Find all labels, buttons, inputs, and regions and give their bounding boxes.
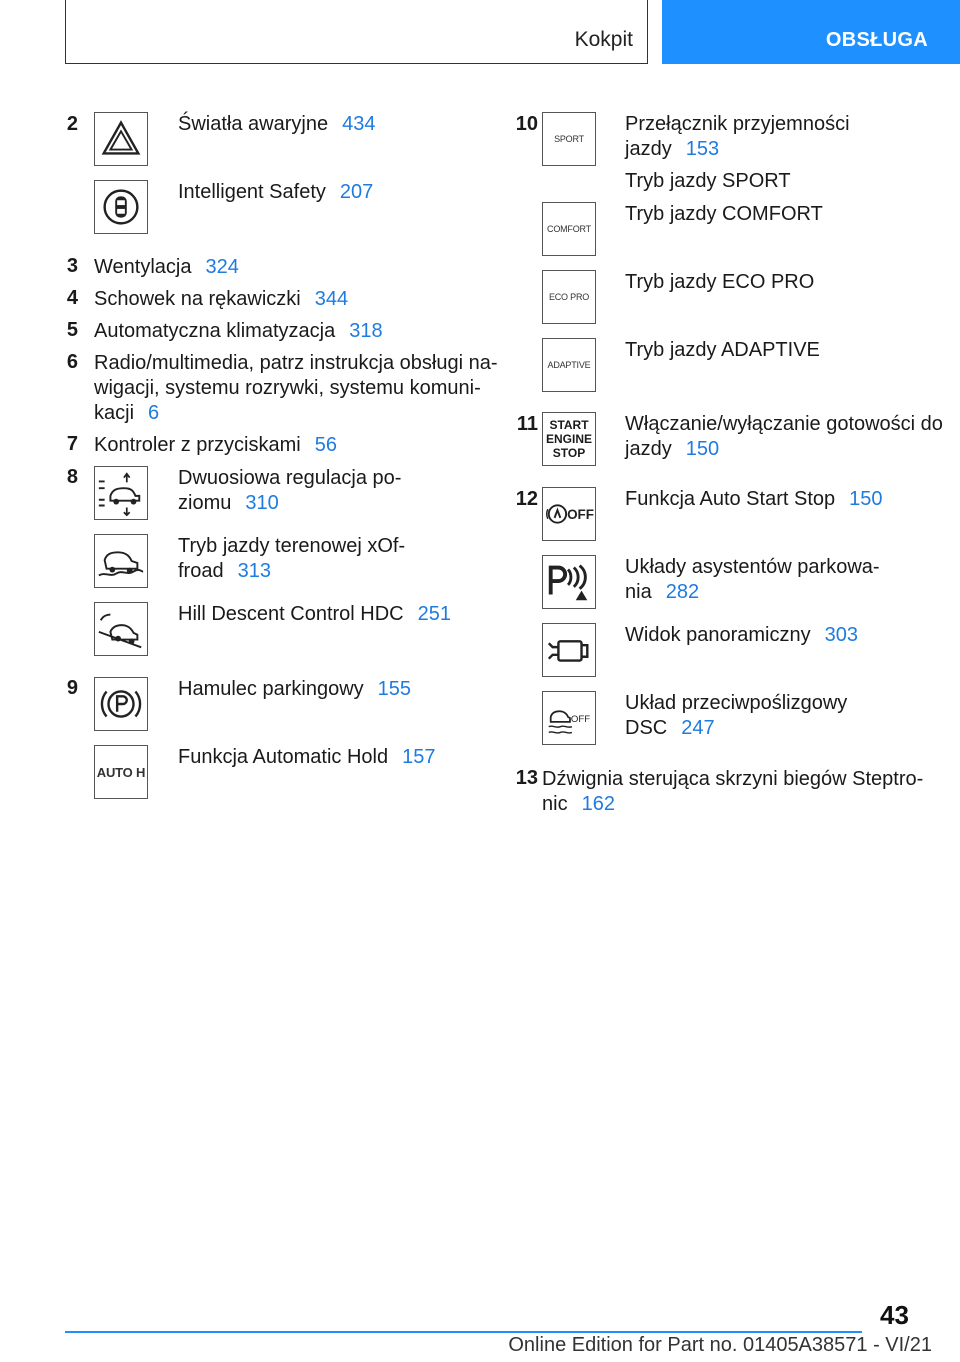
entry-drive-readiness — [625, 412, 943, 462]
item-number-3: 3 — [66, 255, 78, 277]
park-assist-icon — [542, 555, 596, 609]
page-ref-link[interactable]: 313 — [237, 560, 271, 582]
icon-text: AUTO H — [96, 764, 146, 780]
auto-hold-icon — [94, 745, 148, 799]
entry-text: Światła awaryjne — [178, 113, 329, 135]
entry-text-line: kacji — [94, 402, 135, 424]
page-ref-link[interactable]: 303 — [824, 624, 858, 646]
entry-text-line: DSC — [625, 717, 668, 739]
dsc-off-icon — [542, 691, 596, 745]
header-section-title: Kokpit — [574, 28, 633, 51]
entry-text-line: Układy asystentów parkowa- — [625, 556, 880, 578]
entry-text-line: Układ przeciwpoślizgowy — [625, 692, 848, 714]
intelligent-safety-icon — [94, 180, 148, 234]
page-ref-link[interactable]: 207 — [339, 181, 374, 203]
entry-text-line: Włączanie/wyłączanie gotowości do — [625, 413, 943, 435]
auto-start-stop-icon — [542, 487, 596, 541]
item-number-13: 13 — [515, 767, 538, 789]
entry-auto-start-stop — [625, 487, 883, 512]
entry-level-control — [178, 466, 401, 516]
entry-controller — [94, 433, 337, 458]
entry-text-line: Dwuosiowa regulacja po- — [178, 467, 402, 489]
entry-text-line: Tryb jazdy terenowej xOf- — [178, 535, 406, 557]
entry-text-line: Przełącznik przyjemności — [625, 113, 850, 135]
page-ref-link[interactable]: 150 — [849, 488, 883, 510]
icon-text: ECO PRO — [548, 292, 590, 302]
surround-view-camera-icon — [542, 623, 596, 677]
entry-park-assist — [625, 555, 880, 605]
entry-adaptive-mode: Tryb jazdy ADAPTIVE — [625, 339, 820, 361]
hill-descent-icon — [94, 602, 148, 656]
entry-text-line: jazdy — [625, 138, 672, 160]
page-ref-link[interactable]: 150 — [685, 438, 720, 460]
entry-driving-experience-switch — [625, 112, 850, 194]
item-number-4: 4 — [66, 287, 78, 309]
entry-intelligent-safety — [178, 180, 373, 205]
parking-brake-icon — [94, 677, 148, 731]
entry-auto-climate — [94, 319, 383, 344]
entry-eco-pro-mode: Tryb jazdy ECO PRO — [625, 271, 815, 293]
page-ref-link[interactable]: 344 — [314, 288, 349, 310]
entry-text-line: Tryb jazdy SPORT — [625, 170, 791, 192]
entry-auto-hold — [178, 745, 435, 770]
entry-text-line: nia — [625, 581, 652, 603]
hazard-warning-icon — [94, 112, 148, 166]
entry-text: Funkcja Automatic Hold — [178, 746, 389, 768]
sport-mode-icon — [542, 112, 596, 166]
item-number-10: 10 — [515, 113, 538, 135]
entry-text: Intelligent Safety — [178, 181, 326, 203]
icon-text: START — [549, 418, 589, 432]
entry-text: Hamulec parkingowy — [178, 678, 364, 700]
page-number: 43 — [880, 1300, 909, 1330]
page-ref-link[interactable]: 153 — [685, 138, 720, 160]
entry-hill-descent — [178, 602, 451, 627]
icon-text: SPORT — [554, 134, 584, 144]
entry-text-line: Dźwignia sterująca skrzyni biegów Steptro- — [542, 768, 924, 790]
entry-parking-brake — [178, 677, 411, 702]
footer-edition-text: Online Edition for Part no. 01405A38571 - VI/21 — [508, 1334, 932, 1356]
comfort-mode-icon — [542, 202, 596, 256]
entry-text-line: jazdy — [625, 438, 672, 460]
entry-text: Automatyczna klimatyzacja — [94, 320, 336, 342]
page-ref-link[interactable]: 162 — [581, 793, 615, 815]
entry-steptronic-selector — [542, 767, 923, 817]
adaptive-mode-icon — [542, 338, 596, 392]
entry-hazard-lights — [178, 112, 375, 137]
footer-divider — [65, 1331, 862, 1333]
icon-text: ADAPTIVE — [547, 360, 591, 370]
item-number-6: 6 — [66, 351, 78, 373]
icon-text: STOP — [552, 446, 586, 460]
icon-text: OFF — [567, 506, 595, 522]
page-ref-link[interactable]: 434 — [342, 113, 376, 135]
item-number-8: 8 — [66, 466, 78, 488]
entry-xoffroad — [178, 534, 405, 584]
page-ref-link[interactable]: 6 — [148, 402, 160, 424]
entry-text: Schowek na rękawiczki — [94, 288, 301, 310]
entry-text: Hill Descent Control HDC — [178, 603, 404, 625]
page-ref-link[interactable]: 324 — [205, 256, 239, 278]
header-section-box — [65, 0, 648, 64]
page-ref-link[interactable]: 157 — [402, 746, 436, 768]
header-chapter-tab: OBSŁUGA — [662, 0, 960, 64]
page-ref-link[interactable]: 56 — [314, 434, 337, 456]
entry-text: Funkcja Auto Start Stop — [625, 488, 836, 510]
entry-text-line: Radio/multimedia, patrz instrukcja obsługi na- — [94, 352, 498, 374]
entry-ventilation — [94, 255, 239, 280]
start-stop-button-icon — [542, 412, 596, 466]
page-ref-link[interactable]: 251 — [417, 603, 451, 625]
page-ref-link[interactable]: 155 — [377, 678, 412, 700]
entry-text-line: ziomu — [178, 492, 232, 514]
entry-text-line: wigacji, systemu rozrywki, systemu komuni- — [94, 377, 481, 399]
entry-text-line: froad — [178, 560, 224, 582]
entry-text-line: nic — [542, 793, 568, 815]
entry-text: Widok panoramiczny — [625, 624, 811, 646]
air-suspension-icon — [94, 466, 148, 520]
entry-text: Kontroler z przyciskami — [94, 434, 301, 456]
xoffroad-icon — [94, 534, 148, 588]
page-ref-link[interactable]: 318 — [349, 320, 383, 342]
icon-text: COMFORT — [547, 224, 591, 234]
entry-comfort-mode: Tryb jazdy COMFORT — [625, 203, 823, 225]
icon-text: OFF — [570, 713, 591, 725]
item-number-5: 5 — [66, 319, 78, 341]
eco-pro-mode-icon — [542, 270, 596, 324]
item-number-11: 11 — [516, 413, 538, 435]
page-ref-link[interactable]: 310 — [245, 492, 279, 514]
item-number-12: 12 — [515, 488, 538, 510]
page-ref-link[interactable]: 282 — [665, 581, 700, 603]
entry-text: Wentylacja — [94, 256, 192, 278]
page-ref-link[interactable]: 247 — [681, 717, 715, 739]
entry-glovebox — [94, 287, 348, 312]
entry-surround-view — [625, 623, 858, 648]
item-number-7: 7 — [66, 433, 78, 455]
item-number-2: 2 — [66, 113, 78, 135]
entry-dsc — [625, 691, 847, 741]
icon-text: ENGINE — [545, 432, 592, 446]
item-number-9: 9 — [66, 677, 78, 699]
entry-radio-multimedia — [94, 351, 498, 426]
